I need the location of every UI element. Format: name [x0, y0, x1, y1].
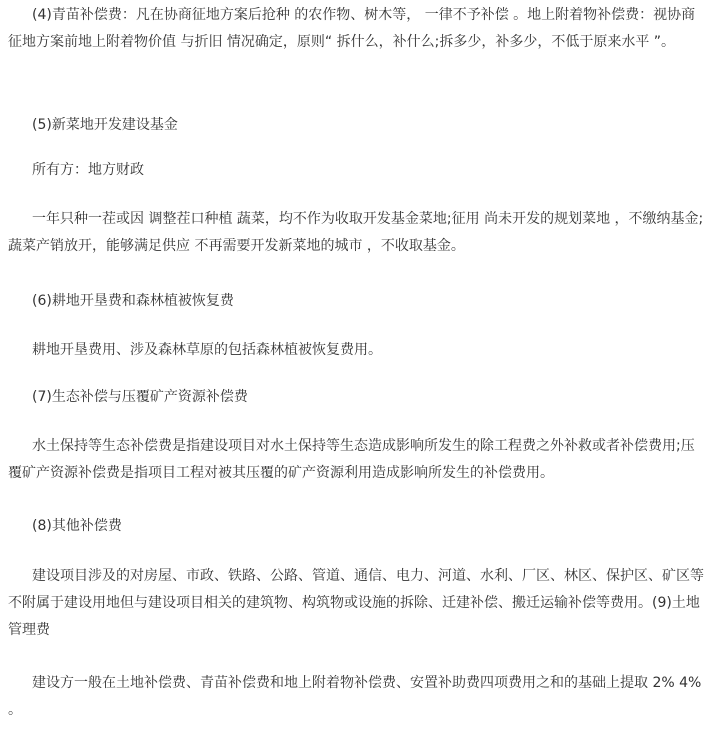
paragraph-fund-exemptions: 一年只种一茬或因 调整茬口种植 蔬菜，均不作为收取开发基金菜地;征用 尚未开发的规划菜地 ，不缴纳基金;蔬菜产销放开，能够满足供应 不再需要开发新菜地的城市 ，不收取基金。: [8, 211, 704, 254]
heading-new-vegetable-fund: (5)新菜地开发建设基金: [32, 117, 178, 133]
paragraph-fund-owner: 所有方：地方财政: [32, 162, 144, 178]
paragraph-seedling-compensation: (4)青苗补偿费：凡在协商征地方案后抢种 的农作物、树木等， 一律不予补偿 。地上附着物补偿费：视协商征地方案前地上附着物价值 与折旧 情况确定，原则“ 拆什么，补什么;拆多少，补多少，不低于原来水平 ”。: [8, 7, 696, 50]
paragraph-ecological-mineral: 水土保持等生态补偿费是指建设项目对水土保持等生态造成影响所发生的除工程费之外补救或者补偿费用;压覆矿产资源补偿费是指项目工程对被其压覆的矿产资源利用造成影响所发生的补偿费用。: [8, 438, 695, 481]
paragraph-land-management-fee: 建设方一般在土地补偿费、青苗补偿费和地上附着物补偿费、安置补助费四项费用之和的基础上提取 2% 4% 。: [8, 675, 702, 718]
paragraph-other-compensation: 建设项目涉及的对房屋、市政、铁路、公路、管道、通信、电力、河道、水利、厂区、林区、保护区、矿区等不附属于建设用地但与建设项目相关的建筑物、构筑物或设施的拆除、迁建补偿、搬迁运输补偿等费用。(9)土地管理费: [8, 568, 704, 638]
heading-farmland-forest-fee: (6)耕地开垦费和森林植被恢复费: [32, 293, 234, 309]
paragraph-farmland-forest-fee: 耕地开垦费用、涉及森林草原的包括森林植被恢复费用。: [32, 342, 382, 358]
heading-ecological-mineral: (7)生态补偿与压覆矿产资源补偿费: [32, 389, 248, 405]
heading-other-compensation: (8)其他补偿费: [32, 518, 122, 534]
